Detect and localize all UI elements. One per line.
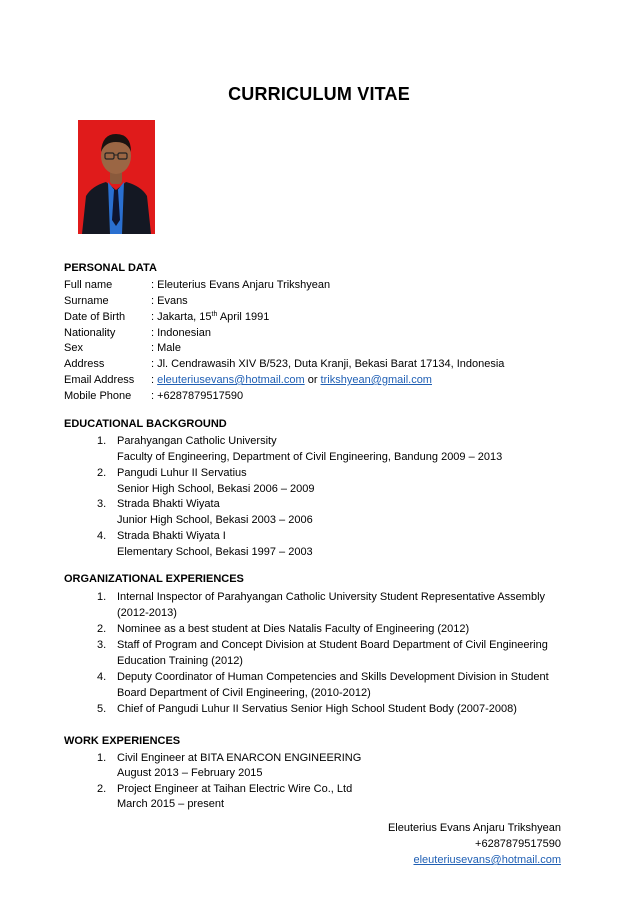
org-item-3-line2: Education Training (2012) <box>117 655 243 667</box>
education-item-2-school: Pangudi Luhur II Servatius <box>117 467 247 479</box>
email-separator: or <box>304 374 321 386</box>
org-item-3-line1: Staff of Program and Concept Division at Student Board Department of Civil Engineering <box>117 639 548 651</box>
org-item-3-number: 3. <box>97 639 107 651</box>
org-item-5-number: 5. <box>97 703 107 715</box>
org-item-2-line1: Nominee as a best student at Dies Natalis Faculty of Engineering (2012) <box>117 623 470 635</box>
work-item-2-role: Project Engineer at Taihan Electric Wire Co., Ltd <box>117 783 353 795</box>
org-item-4-line1: Deputy Coordinator of Human Competencies and Skills Development Division in Student <box>117 671 549 683</box>
education-heading: EDUCATIONAL BACKGROUND <box>64 418 227 430</box>
email-value-prefix: : <box>151 374 158 386</box>
education-item-4-school: Strada Bhakti Wiyata I <box>117 530 226 542</box>
nationality-value: : Indonesian <box>151 327 211 339</box>
work-item-2-number: 2. <box>97 783 107 795</box>
surname-value: : Evans <box>151 295 188 307</box>
education-item-3-number: 3. <box>97 498 107 510</box>
org-item-1-line1: Internal Inspector of Parahyangan Catholic University Student Representative Assembly <box>117 591 546 603</box>
education-item-1-detail: Faculty of Engineering, Department of Civil Engineering, Bandung 2009 – 2013 <box>117 451 503 463</box>
footer-phone: +6287879517590 <box>475 838 561 850</box>
org-item-4-number: 4. <box>97 671 107 683</box>
education-item-2-detail: Senior High School, Bekasi 2006 – 2009 <box>117 483 315 495</box>
profile-photo <box>78 120 155 234</box>
footer-email-link[interactable]: eleuteriusevans@hotmail.com <box>413 854 561 866</box>
phone-label: Mobile Phone <box>64 390 132 402</box>
personal-data-heading: PERSONAL DATA <box>64 262 157 274</box>
work-heading: WORK EXPERIENCES <box>64 735 181 747</box>
org-item-1-line2: (2012-2013) <box>117 607 177 619</box>
education-item-1-school: Parahyangan Catholic University <box>117 435 277 447</box>
email-link-hotmail[interactable]: eleuteriusevans@hotmail.com <box>157 374 305 386</box>
org-item-2-number: 2. <box>97 623 107 635</box>
dob-label: Date of Birth <box>64 311 126 323</box>
education-item-4-number: 4. <box>97 530 107 542</box>
education-item-3-school: Strada Bhakti Wiyata <box>117 498 220 510</box>
education-item-4-detail: Elementary School, Bekasi 1997 – 2003 <box>117 546 313 558</box>
address-value: : Jl. Cendrawasih XIV B/523, Duta Kranji, Bekasi Barat 17134, Indonesia <box>151 358 505 370</box>
profile-photo-illustration <box>78 120 155 234</box>
work-item-2-period: March 2015 – present <box>117 798 225 810</box>
dob-ordinal: th <box>211 311 218 318</box>
footer-name: Eleuterius Evans Anjaru Trikshyean <box>387 822 561 834</box>
work-item-1-role: Civil Engineer at BITA ENARCON ENGINEERING <box>117 752 362 764</box>
org-item-5-line1: Chief of Pangudi Luhur II Servatius Senior High School Student Body (2007-2008) <box>117 703 517 715</box>
organizational-heading: ORGANIZATIONAL EXPERIENCES <box>64 573 244 585</box>
fullname-value: : Eleuterius Evans Anjaru Trikshyean <box>151 279 331 291</box>
phone-value: : +6287879517590 <box>151 390 244 402</box>
sex-value: : Male <box>151 342 181 354</box>
education-item-2-number: 2. <box>97 467 107 479</box>
document-title: CURRICULUM VITAE <box>228 84 410 104</box>
email-link-gmail[interactable]: trikshyean@gmail.com <box>320 374 432 386</box>
surname-label: Surname <box>64 295 109 307</box>
dob-value-pre: : Jakarta, 15 <box>151 311 212 323</box>
address-label: Address <box>64 358 105 370</box>
dob-value <box>151 311 269 323</box>
work-item-1-period: August 2013 – February 2015 <box>117 767 263 779</box>
org-item-1-number: 1. <box>97 591 107 603</box>
org-item-4-line2: Board Department of Civil Engineering, (2010-2012) <box>117 687 371 699</box>
email-label: Email Address <box>64 374 135 386</box>
work-item-1-number: 1. <box>97 752 107 764</box>
email-value <box>151 374 432 386</box>
dob-value-post: April 1991 <box>217 311 270 323</box>
education-item-1-number: 1. <box>97 435 107 447</box>
education-item-3-detail: Junior High School, Bekasi 2003 – 2006 <box>117 514 313 526</box>
fullname-label: Full name <box>64 279 113 291</box>
nationality-label: Nationality <box>64 327 116 339</box>
sex-label: Sex <box>64 342 83 354</box>
